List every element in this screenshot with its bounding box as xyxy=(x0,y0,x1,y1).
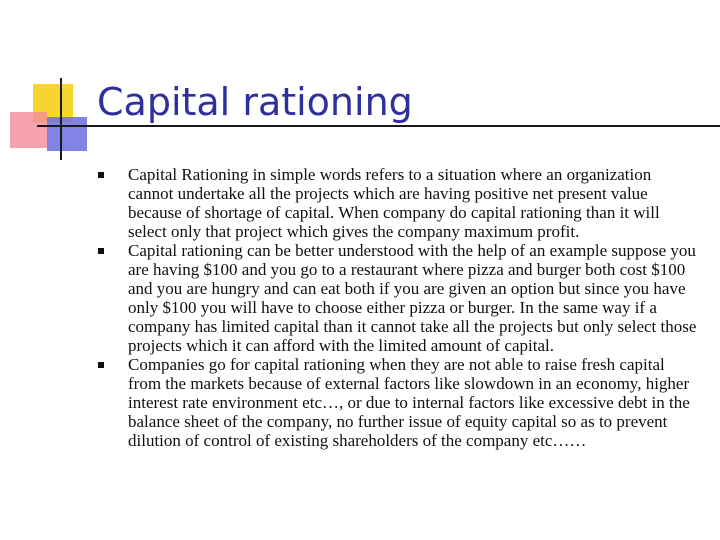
decorative-vertical-line xyxy=(60,78,62,160)
decorative-pink-square xyxy=(10,112,47,148)
square-bullet-icon xyxy=(98,172,104,178)
bullet-item xyxy=(98,241,698,355)
slide-title: Capital rationing xyxy=(97,80,413,124)
bullet-item xyxy=(98,165,698,241)
bullet-list xyxy=(98,165,698,450)
bullet-text: Capital Rationing in simple words refers to a situation where an organization cannot undertake all the projects which are having positive net present value because of shortage of capital. When company do capital rationing than it will select only that project which gives the company maximum profit. xyxy=(128,165,660,241)
decorative-blue-square xyxy=(47,117,87,151)
bullet-text: Capital rationing can be better understood with the help of an example suppose you are having $100 and you go to a restaurant where pizza and burger both cost $100 and you are hungry and can eat both if you are given an option but since you have only $100 you will have to choose either pizza or burger. In the same way if a company has limited capital than it cannot take all the projects but only select those projects which it can afford with the limited amount of capital. xyxy=(128,241,697,355)
square-bullet-icon xyxy=(98,248,104,254)
bullet-item xyxy=(98,355,698,450)
bullet-text: Companies go for capital rationing when they are not able to raise fresh capital from the markets because of external factors like slowdown in an economy, higher interest rate environment etc…, or due to internal factors like excessive debt in the balance sheet of the company, no further issue of equity capital so as to prevent dilution of control of existing shareholders of the company etc…… xyxy=(128,355,690,450)
square-bullet-icon xyxy=(98,362,104,368)
